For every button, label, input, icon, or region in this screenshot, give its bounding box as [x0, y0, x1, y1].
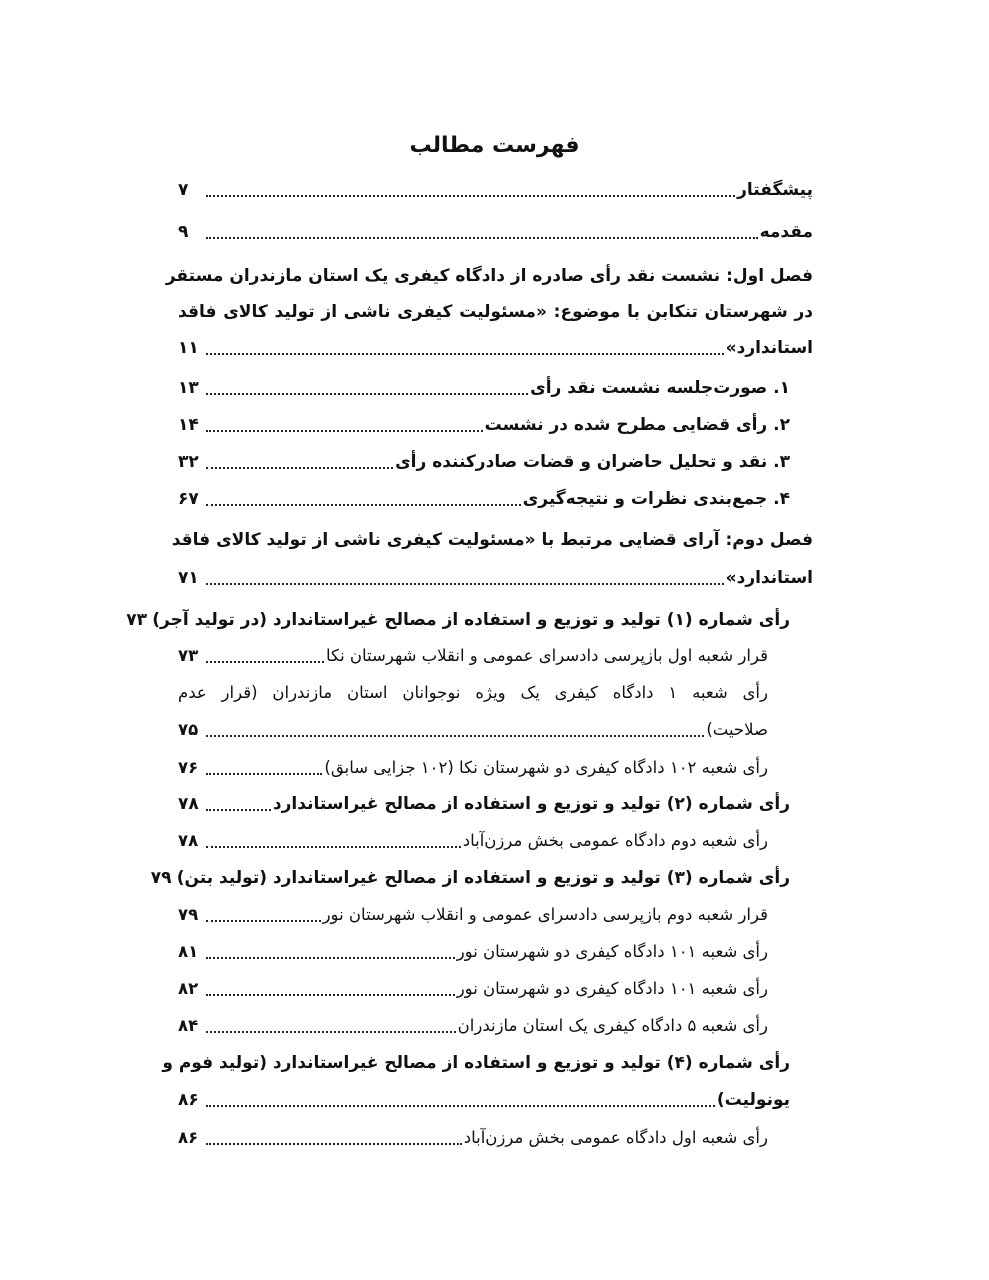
entry-title: رأی شماره (۱) تولید و توزیع و استفاده از مصالح غیراستاندارد (در تولید آجر)	[152, 610, 790, 630]
toc-entry-ruling-2-a[interactable]	[178, 823, 768, 859]
dot-leader	[206, 1105, 715, 1107]
entry-title: رأی شعبه اول دادگاه عمومی بخش مرزن‌آباد	[463, 1128, 768, 1147]
entry-page: ۷۵	[178, 720, 199, 739]
entry-page: ۹	[178, 222, 189, 242]
dot-leader	[206, 504, 521, 506]
entry-title: ۲. رأی قضایی مطرح شده در نشست	[484, 415, 790, 435]
dot-leader	[206, 661, 324, 663]
entry-title: رأی شعبه ۱۰۱ دادگاه کیفری دو شهرستان نور	[456, 942, 768, 961]
entry-page: ۷۳	[126, 610, 148, 630]
entry-page: ۸۴	[178, 1016, 199, 1035]
dot-leader	[206, 994, 455, 996]
entry-page: ۷	[178, 180, 189, 200]
dot-leader	[206, 195, 735, 197]
entry-title: صلاحیت)	[706, 720, 768, 739]
entry-title: ۴. جمع‌بندی نظرات و نتیجه‌گیری	[522, 489, 790, 509]
dot-leader	[206, 809, 271, 811]
entry-page: ۷۹	[178, 905, 199, 924]
toc-entry-ruling-3-d[interactable]	[178, 1008, 768, 1044]
entry-page: ۸۱	[178, 942, 199, 961]
entry-title: رأی شعبه ۱۰۱ دادگاه کیفری دو شهرستان نور	[456, 979, 768, 998]
entry-title: در شهرستان تنکابن با موضوع: «مسئولیت کیفری ناشی از تولید کالای فاقد	[178, 302, 813, 322]
entry-page: ۱۱	[178, 338, 199, 358]
entry-page: ۱۳	[178, 378, 199, 398]
entry-page: ۸۶	[178, 1128, 199, 1147]
toc-entry-chapter-1-line-3[interactable]	[178, 330, 813, 366]
toc-entry-preface[interactable]	[178, 172, 813, 208]
entry-page: ۷۹	[150, 868, 172, 888]
entry-page: ۷۱	[178, 568, 199, 588]
page-title: فهرست مطالب	[409, 133, 580, 158]
entry-title: رأی شعبه ۵ دادگاه کیفری یک استان مازندران	[457, 1016, 768, 1035]
toc-entry-ruling-3-c[interactable]	[178, 971, 768, 1007]
dot-leader	[206, 920, 321, 922]
toc-entry-ruling-1-b-line-1[interactable]	[178, 675, 768, 711]
entry-page: ۸۶	[178, 1090, 199, 1110]
entry-title: یونولیت)	[716, 1090, 790, 1110]
toc-entry-chapter-2-line-1[interactable]	[171, 522, 813, 558]
entry-title: قرار شعبه اول بازپرسی دادسرای عمومی و انقلاب شهرستان نکا	[325, 646, 768, 665]
entry-page: ۱۴	[178, 415, 199, 435]
dot-leader	[206, 237, 758, 239]
toc-entry-ruling-2[interactable]	[178, 786, 790, 822]
entry-page: ۷۶	[178, 758, 199, 777]
toc-entry-introduction[interactable]	[178, 214, 813, 250]
entry-title: استاندارد»	[725, 338, 813, 358]
entry-title: مقدمه	[759, 222, 813, 242]
dot-leader	[206, 393, 528, 395]
entry-page: ۷۸	[178, 794, 199, 814]
entry-title: ۱. صورت‌جلسه نشست نقد رأی	[530, 378, 790, 398]
toc-entry-ruling-3-b[interactable]	[178, 934, 768, 970]
dot-leader	[206, 1143, 462, 1145]
toc-entry-ruling-4-a[interactable]	[178, 1120, 768, 1156]
entry-title: رأی شماره (۳) تولید و توزیع و استفاده از مصالح غیراستاندارد (تولید بتن)	[176, 868, 790, 888]
entry-page: ۸۲	[178, 979, 199, 998]
toc-entry-ruling-3[interactable]	[150, 860, 790, 896]
toc-entry-ruling-4-line-2[interactable]	[178, 1082, 790, 1118]
dot-leader	[206, 353, 724, 355]
toc-entry-chapter-1-line-2[interactable]	[178, 294, 813, 330]
dot-leader	[206, 846, 461, 848]
entry-page: ۷۳	[178, 646, 199, 665]
toc-entry-1-2[interactable]	[178, 407, 790, 443]
toc-entry-ruling-1-a[interactable]	[178, 638, 768, 674]
entry-page: ۷۸	[178, 831, 199, 850]
dot-leader	[206, 957, 455, 959]
dot-leader	[206, 467, 393, 469]
toc-entry-ruling-3-a[interactable]	[178, 897, 768, 933]
entry-title: ۳. نقد و تحلیل حاضران و قضات صادرکننده رأی	[395, 452, 790, 472]
dot-leader	[206, 583, 724, 585]
entry-title: فصل اول: نشست نقد رأی صادره از دادگاه کیفری یک استان مازندران مستقر	[165, 266, 813, 286]
toc-entry-ruling-1-b-line-2[interactable]	[178, 712, 768, 748]
entry-title: رأی شعبه ۱ دادگاه کیفری یک ویژه نوجوانان استان مازندران (قرار عدم	[178, 683, 768, 702]
entry-title: رأی شماره (۲) تولید و توزیع و استفاده از مصالح غیراستاندارد	[272, 794, 790, 814]
dot-leader	[206, 773, 322, 775]
toc-entry-chapter-2-line-2[interactable]	[178, 560, 813, 596]
entry-title: قرار شعبه دوم بازپرسی دادسرای عمومی و انقلاب شهرستان نور	[322, 905, 768, 924]
entry-title: پیشگفتار	[737, 180, 813, 200]
entry-title: رأی شعبه دوم دادگاه عمومی بخش مرزن‌آباد	[462, 831, 768, 850]
toc-entry-1-3[interactable]	[178, 444, 790, 480]
toc-entry-ruling-1[interactable]	[126, 602, 790, 638]
toc-entry-ruling-1-c[interactable]	[178, 750, 768, 786]
entry-title: رأی شعبه ۱۰۲ دادگاه کیفری دو شهرستان نکا (۱۰۲ جزایی سابق)	[324, 758, 768, 777]
entry-title: رأی شماره (۴) تولید و توزیع و استفاده از مصالح غیراستاندارد (تولید فوم و	[162, 1053, 790, 1073]
entry-page: ۶۷	[178, 489, 199, 509]
entry-title: فصل دوم: آرای قضایی مرتبط با «مسئولیت کیفری ناشی از تولید کالای فاقد	[171, 530, 813, 550]
dot-leader	[206, 1031, 456, 1033]
toc-entry-chapter-1-line-1[interactable]	[165, 258, 813, 294]
entry-title: استاندارد»	[725, 568, 813, 588]
dot-leader	[206, 735, 704, 737]
toc-entry-ruling-4-line-1[interactable]	[162, 1045, 790, 1081]
dot-leader	[206, 430, 483, 432]
toc-entry-1-1[interactable]	[178, 370, 790, 406]
entry-page: ۳۲	[178, 452, 199, 472]
toc-entry-1-4[interactable]	[178, 481, 790, 517]
